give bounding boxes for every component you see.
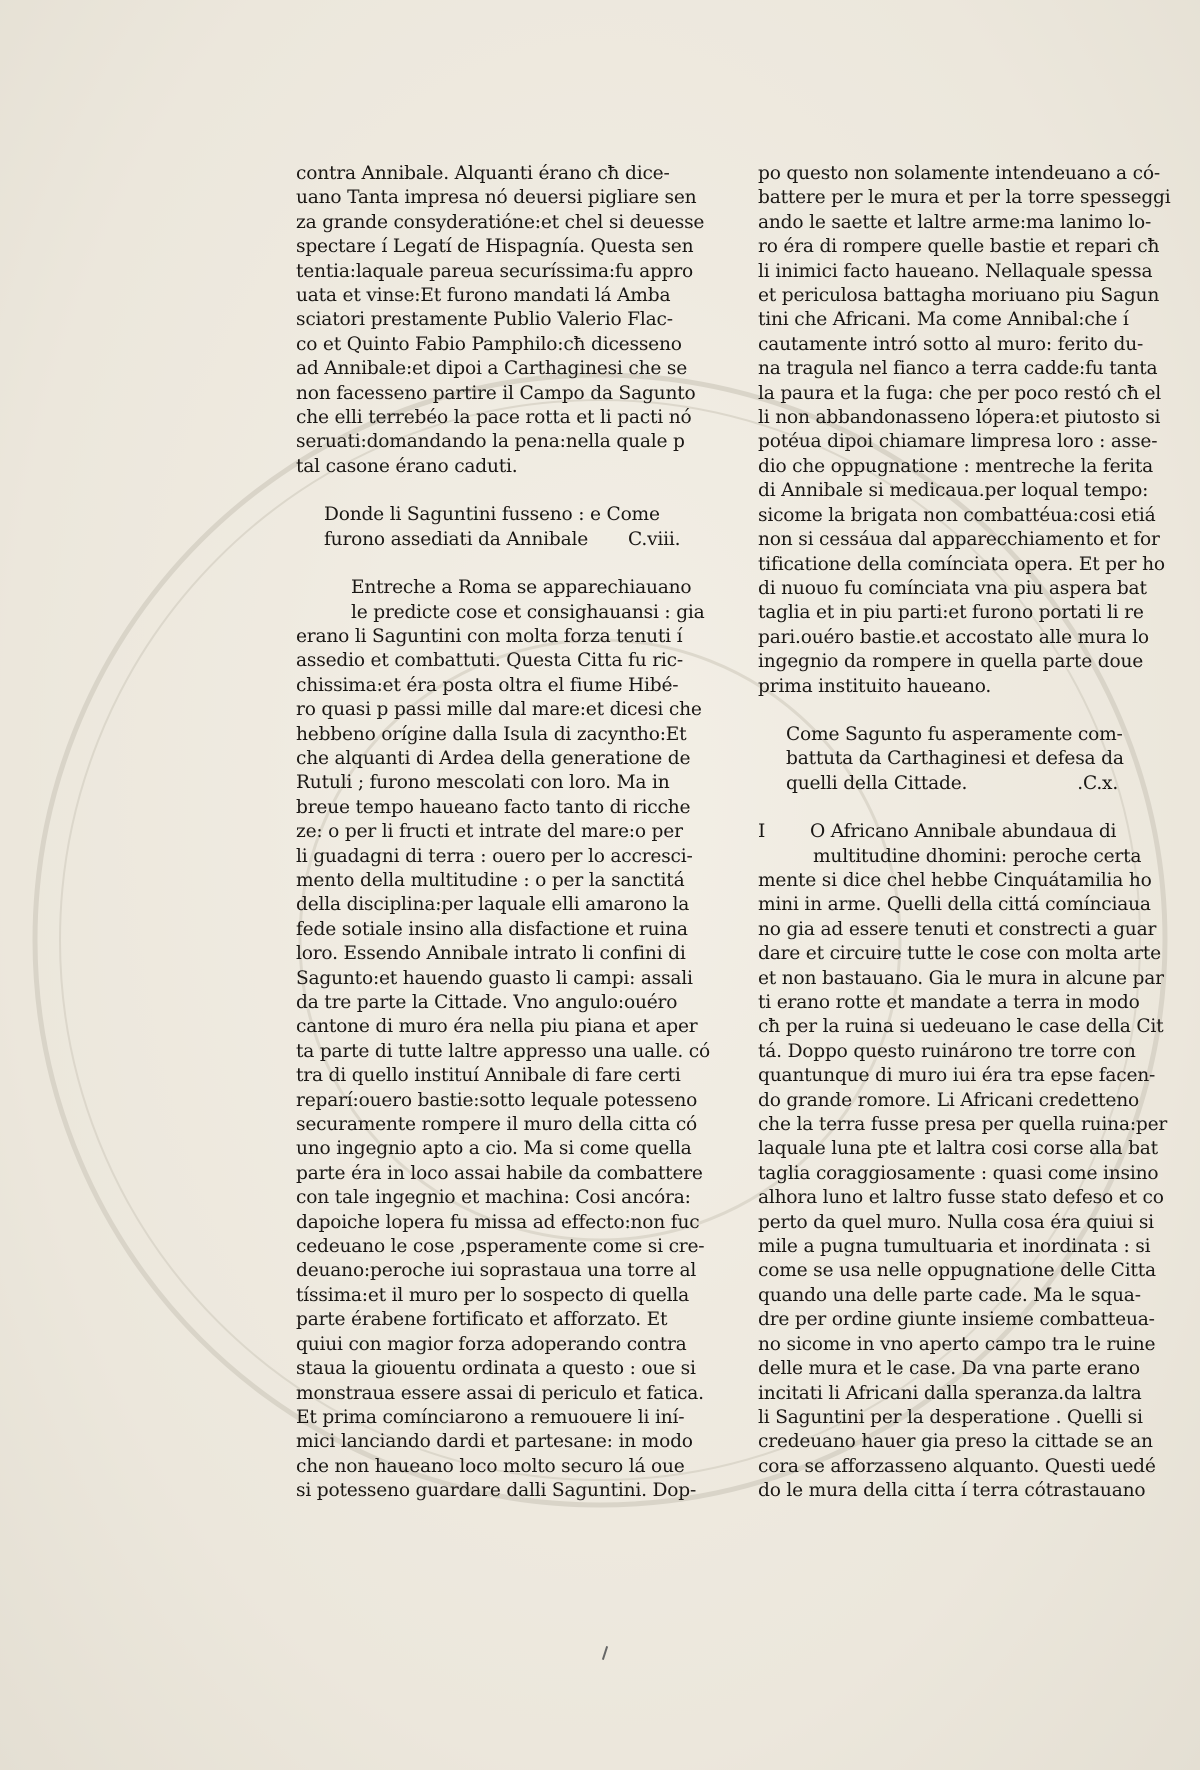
text-line: et non bastauano. Gia le mura in alcune par [758, 967, 1164, 989]
ink-mark [602, 1646, 608, 1660]
text-line: tentia:laquale pareua securíssima:fu appro [296, 260, 694, 282]
text-line: sicome la brigata non combattéua:cosi etiá [758, 504, 1156, 526]
text-line: prima instituito haueano. [758, 675, 992, 697]
text-line: tificatione della comínciata opera. Et per ho [758, 553, 1165, 575]
text-line: come se usa nelle oppugnatione delle Citta [758, 1260, 1156, 1282]
text-line: di nuouo fu comínciata vna piu aspera bat [758, 577, 1147, 599]
text-line: con tale ingegnio et machina: Cosi ancóra: [296, 1187, 691, 1209]
right-chapter-number: .C.x. [1077, 772, 1119, 794]
left-paragraph-1 [296, 162, 705, 479]
text-line: di Annibale si medicaua.per loqual tempo: [758, 480, 1149, 502]
left-column [296, 162, 710, 1504]
text-line: dre per ordine giunte insieme combatteua- [758, 1309, 1155, 1331]
right-heading-line-3 [786, 772, 1130, 796]
text-line: na tragula nel fianco a terra cadde:fu tanta [758, 358, 1158, 380]
text-line: non facesseno partire il Campo da Sagunto [296, 382, 696, 404]
text-line: staua la giouentu ordinata a questo : oue si [296, 1358, 696, 1380]
text-line: za grande consyderatióne:et chel si deuesse [296, 211, 705, 233]
text-line: tíssima:et il muro per lo sospecto di quella [296, 1284, 689, 1306]
text-line: li non abbandonasseno lópera:et piutosto si [758, 407, 1161, 429]
text-line: laquale luna pte et laltra cosi corse alla bat [758, 1138, 1158, 1160]
text-line: no gia ad essere tenuti et constrecti a guar [758, 918, 1157, 940]
text-line: ti erano rotte et mandate a terra in modo [758, 992, 1140, 1013]
text-line: tini che Africani. Ma come Annibal:che í [758, 309, 1129, 331]
text-line: ando le saette et laltre arme:ma lanimo lo- [758, 211, 1152, 233]
text-line: deuano:peroche iui soprastaua una torre al [296, 1260, 697, 1282]
text-line: pari.ouéro bastie.et accostato alle mura lo [758, 626, 1149, 648]
text-line: dapoiche lopera fu missa ad effecto:non fuc [296, 1211, 700, 1233]
right-heading-text: quelli della Cittade. [786, 772, 968, 794]
text-line: credeuano hauer gia preso la cittade se an [758, 1431, 1153, 1453]
left-chapter-heading [296, 503, 681, 552]
text-line: che elli terrebéo la pace rotta et li pacti nó [296, 407, 692, 429]
text-line: taglia et in piu parti:et furono portati li re [758, 602, 1144, 624]
text-line: loro. Essendo Annibale intrato li confini di [296, 943, 686, 965]
text-line: mini in arme. Quelli della cittá comínciaua [758, 894, 1151, 916]
text-line: ro éra di rompere quelle bastie et repari cħ [758, 236, 1160, 258]
text-line: po questo non solamente intendeuano a có- [758, 163, 1160, 184]
text-line: uata et vinse:Et furono mandati lá Amba [296, 285, 671, 307]
right-paragraph-1 [758, 162, 1171, 699]
text-line: taglia coraggiosamente : quasi come insino [758, 1162, 1159, 1184]
text-line: cora se afforzasseno alquanto. Questi uedé [758, 1455, 1156, 1477]
text-line: spectare í Legatí de Hispagnía. Questa sen [296, 236, 694, 258]
right-heading-line-2: battuta da Carthaginesi et defesa da [786, 748, 1124, 770]
right-chapter-heading [758, 723, 1130, 796]
text-line: ze: o per li fructi et intrate del mare:o per [296, 821, 683, 843]
left-para2-first-line: Entreche a Roma se apparechiauano [351, 577, 692, 599]
text-line: ad Annibale:et dipoi a Carthaginesi che se [296, 358, 688, 380]
text-line: seruati:domandando la pena:nella quale p [296, 431, 685, 453]
right-para2-first-line [758, 820, 1130, 844]
text-line: li inimici facto haueano. Nellaquale spessa [758, 260, 1153, 282]
text-line: breue tempo haueano facto tanto di ricche [296, 796, 691, 818]
right-paragraph-2 [758, 820, 1168, 1503]
text-line: quiui con magior forza adoperando contra [296, 1333, 687, 1355]
left-para2-body [296, 625, 710, 1504]
text-line: Et prima comínciarono a remuouere li iní- [296, 1406, 685, 1428]
text-line: parte érabene fortificato et afforzato. Et [296, 1309, 668, 1331]
text-line: erano li Saguntini con molta forza tenuti í [296, 625, 683, 647]
right-para2-body [758, 869, 1168, 1504]
text-line: parte éra in loco assai habile da combattere [296, 1162, 703, 1184]
text-line: la paura et la fuga: che per poco restó cħ el [758, 382, 1162, 404]
text-line: tra di quello instituí Annibale di fare certi [296, 1065, 681, 1087]
text-line: tal casone érano caduti. [296, 455, 518, 477]
text-line: mente si dice chel hebbe Cinquátamilia ho [758, 869, 1152, 891]
text-line: do le mura della citta í terra cótrastauano [758, 1480, 1146, 1502]
text-line: dio che oppugnatione : mentreche la ferita [758, 455, 1153, 477]
text-line: tá. Doppo questo ruinárono tre torre con [758, 1040, 1136, 1062]
text-line: li guadagni di terra : ouero per lo accresci- [296, 845, 693, 867]
text-line: delle mura et le case. Da vna parte erano [758, 1358, 1140, 1380]
text-line: do grande romore. Li Africani credetteno [758, 1089, 1139, 1111]
left-para2-second-line: le predicte cose et consighauansi : gia [351, 601, 705, 623]
left-heading-line-2 [324, 528, 681, 552]
initial-letter: I [758, 821, 766, 843]
text-line: no sicome in vno aperto campo tra le ruine [758, 1333, 1156, 1355]
text-line: assedio et combattuti. Questa Citta fu ric- [296, 650, 683, 672]
text-line: quando una delle parte cade. Ma le squa- [758, 1284, 1141, 1306]
text-line: cautamente intró sotto al muro: ferito du- [758, 333, 1144, 355]
text-line: cħ per la ruina si uedeuano le case della Cit [758, 1016, 1164, 1038]
right-column [758, 162, 1171, 1504]
text-line: reparí:ouero bastie:sotto lequale potesseno [296, 1089, 698, 1111]
text-line: battere per le mura et per la torre spesseggi [758, 187, 1171, 209]
right-para2-first-text: O Africano Annibale abundaua di [810, 821, 1117, 843]
text-line: sciatori prestamente Publio Valerio Flac- [296, 309, 673, 331]
text-line: da tre parte la Cittade. Vno angulo:ouéro [296, 992, 678, 1013]
text-line: ro quasi p passi mille dal mare:et dicesi che [296, 699, 702, 721]
text-line: che alquanti di Ardea della generatione de [296, 747, 691, 769]
left-heading-text: furono assediati da Annibale [324, 528, 589, 550]
text-line: contra Annibale. Alquanti érano cħ dice- [296, 163, 670, 184]
text-line: cedeuano le cose ,psperamente come si cre- [296, 1236, 705, 1258]
text-line: uano Tanta impresa nó deuersi pigliare sen [296, 187, 697, 209]
text-line: potéua dipoi chiamare limpresa loro : asse- [758, 431, 1158, 453]
text-line: securamente rompere il muro della citta có [296, 1114, 698, 1136]
text-line: si potesseno guardare dalli Saguntini. Dop- [296, 1480, 697, 1502]
text-line: quantunque di muro iui éra tra epse facen- [758, 1065, 1156, 1087]
text-line: fede sotiale insino alla disfactione et ruina [296, 918, 688, 940]
text-line: perto da quel muro. Nulla cosa éra quiui si [758, 1211, 1154, 1233]
text-line: che la terra fusse presa per quella ruina:per [758, 1114, 1168, 1136]
text-line: che non haueano loco molto securo lá oue [296, 1455, 685, 1477]
text-line: uno ingegnio apto a cio. Ma si come quella [296, 1138, 692, 1160]
left-heading-line-1: Donde li Saguntini fusseno : e Come [324, 504, 660, 526]
left-paragraph-2 [296, 576, 710, 1503]
left-chapter-number: C.viii. [628, 528, 681, 550]
text-line: chissima:et éra posta oltra el fiume Hibé- [296, 674, 679, 696]
right-heading-line-1: Come Sagunto fu asperamente com- [786, 723, 1123, 745]
text-line: ta parte di tutte laltre appresso una ualle. có [296, 1040, 710, 1062]
text-line: cantone di muro éra nella piu piana et aper [296, 1016, 698, 1038]
text-line: della disciplina:per laquale elli amarono la [296, 894, 690, 916]
text-line: co et Quinto Fabio Pamphilo:cħ dicesseno [296, 333, 682, 355]
text-line: mile a pugna tumultuaria et inordinata : si [758, 1236, 1151, 1258]
text-line: incitati li Africani dalla speranza.da laltra [758, 1382, 1142, 1404]
text-line: mici lanciando dardi et partesane: in modo [296, 1431, 693, 1453]
text-line: hebbeno orígine dalla Isula di zacyntho:Et [296, 723, 687, 745]
text-line: Rutuli ; furono mescolati con loro. Ma in [296, 772, 670, 794]
text-line: ingegnio da rompere in quella parte doue [758, 651, 1144, 673]
text-line: Sagunto:et hauendo guasto li campi: assali [296, 967, 693, 989]
text-line: mento della multitudine : o per la sanctitá [296, 869, 685, 891]
text-line: non si cessáua dal apparecchiamento et for [758, 529, 1160, 551]
text-line: li Saguntini per la desperatione . Quelli si [758, 1406, 1143, 1428]
text-line: alhora luno et laltro fusse stato defeso et co [758, 1187, 1164, 1209]
text-line: et periculosa battagha moriuano piu Sagun [758, 285, 1160, 307]
text-line: monstraua essere assai di periculo et fatica. [296, 1382, 704, 1404]
text-line: dare et circuire tutte le cose con molta arte [758, 943, 1161, 965]
right-para2-second-line: multitudine dhomini: peroche certa [813, 845, 1142, 867]
